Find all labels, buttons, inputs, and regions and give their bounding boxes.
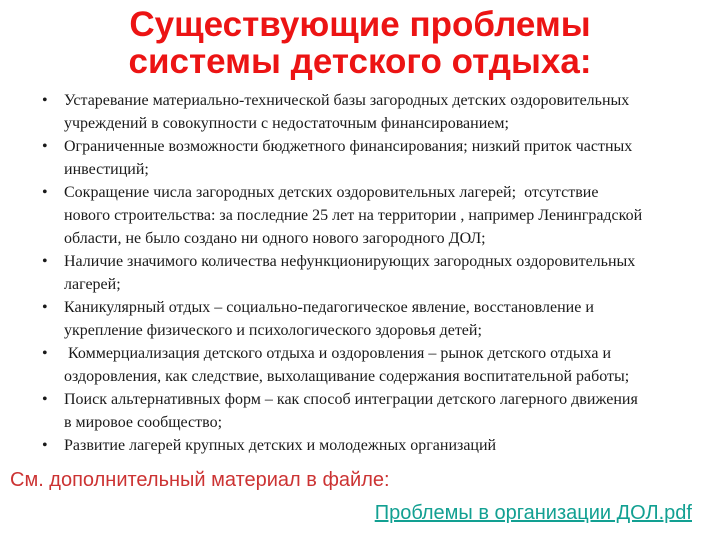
page-title-line-1: Существующие проблемы [129, 5, 591, 44]
list-item-line: оздоровления, как следствие, выхолащивание содержания воспитательной работы; [64, 368, 630, 385]
pdf-link[interactable]: Проблемы в организации ДОЛ.pdf [374, 502, 692, 524]
list-item-line: учреждений в совокупности с недостаточным финансированием; [64, 115, 509, 132]
problem-list [0, 89, 720, 457]
list-item-line: Сокращение числа загородных детских оздоровительных лагерей; отсутствие [64, 184, 599, 201]
bullet-icon: • [42, 391, 48, 408]
slide [0, 6, 720, 540]
list-item-line: области, не было создано ни одного нового загородного ДОЛ; [64, 230, 486, 247]
list-item [40, 434, 706, 457]
list-item-line: инвестиций; [64, 161, 149, 178]
list-item [40, 296, 706, 342]
list-item [40, 250, 706, 296]
list-item-line: в мировое сообщество; [64, 414, 223, 431]
list-item [40, 89, 706, 135]
list-item-line: Поиск альтернативных форм – как способ интеграции детского лагерного движения [64, 391, 638, 408]
bullet-icon: • [42, 253, 48, 270]
list-item-line: Развитие лагерей крупных детских и молодежных организаций [64, 437, 497, 454]
bullet-icon: • [42, 345, 48, 362]
list-item-line: укрепление физического и психологического здоровья детей; [64, 322, 482, 339]
link-row [0, 501, 692, 525]
page-title [10, 6, 710, 80]
list-item-line: Устаревание материально-технической базы загородных детских оздоровительных [64, 92, 630, 109]
list-item [40, 181, 706, 250]
list-item-line: нового строительства: за последние 25 лет на территории , например Ленинградской [64, 207, 643, 224]
bullet-icon: • [42, 184, 48, 201]
list-item [40, 135, 706, 181]
list-item-line: лагерей; [64, 276, 121, 293]
list-item [40, 342, 706, 388]
list-item-line: Коммерциализация детского отдыха и оздоровления – рынок детского отдыха и [64, 345, 612, 362]
list-item-line: Наличие значимого количества нефункционирующих загородных оздоровительных [64, 253, 636, 270]
bullet-icon: • [42, 92, 48, 109]
bullet-icon: • [42, 437, 48, 454]
see-also-note: См. дополнительный материал в файле: [10, 469, 390, 491]
list-item-line: Каникулярный отдых – социально-педагогическое явление, восстановление и [64, 299, 594, 316]
page-title-line-2: системы детского отдыха: [128, 42, 592, 81]
list-item [40, 388, 706, 434]
list-item-line: Ограниченные возможности бюджетного финансирования; низкий приток частных [64, 138, 633, 155]
bullet-icon: • [42, 138, 48, 155]
bullet-icon: • [42, 299, 48, 316]
